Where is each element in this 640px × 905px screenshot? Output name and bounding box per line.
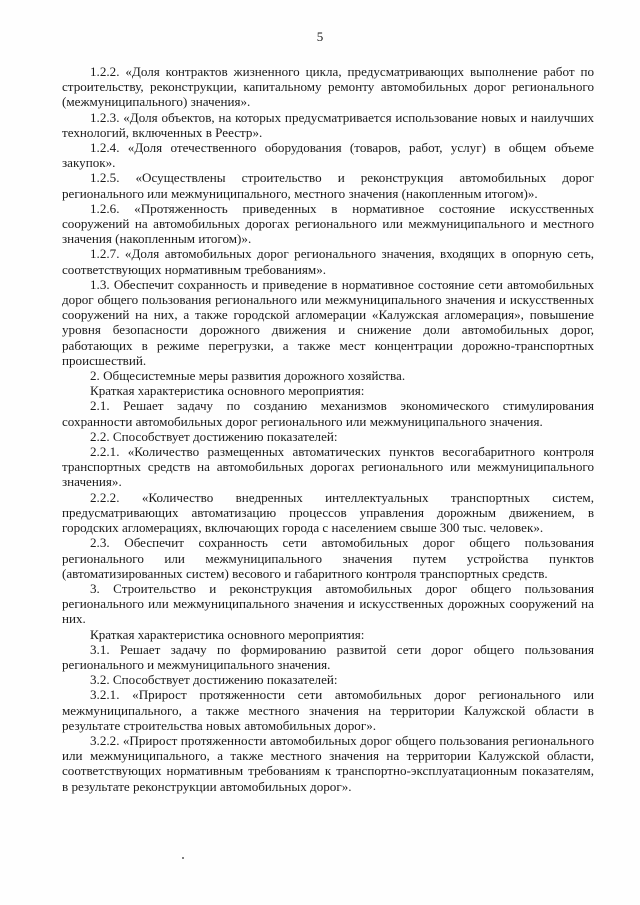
- paragraph-2-2-2: 2.2.2. «Количество внедренных интеллектуальных транспортных систем, предусматривающих автоматизацию процессов управления дорожным движением, в городских агломерациях, включающих города с населением свыше 300 тыс. человек».: [62, 489, 594, 536]
- paragraph-2-2-1: 2.2.1. «Количество размещенных автоматических пунктов весогабаритного контроля транспортных средств на автомобильных дорогах регионального или межмуниципального значения».: [62, 444, 594, 490]
- paragraph-3-2-1: 3.2.1. «Прирост протяженности сети автомобильных дорог регионального или межмуниципального, а также местного значения на территории Калужской области в результате строительства новых автомобильных дорог».: [62, 687, 594, 733]
- paragraph-1-2-2: 1.2.2. «Доля контрактов жизненного цикла, предусматривающих выполнение работ по строительству, реконструкции, капитальному ремонту автомобильных дорог регионального (межмуниципального) значения».: [62, 64, 594, 110]
- section-3-summary-label: Краткая характеристика основного мероприятия:: [90, 626, 365, 642]
- section-3-heading: 3. Строительство и реконструкция автомобильных дорог общего пользования регионального или межмуниципального значения и искусственных дорожных сооружений на них.: [62, 580, 594, 627]
- paragraph-2-3: 2.3. Обеспечит сохранность сети автомобильных дорог общего пользования регионального или межмуниципального значения путем устройства пунктов (автоматизированных систем) весового и габаритного контроля транспортных средств.: [62, 535, 594, 581]
- paragraph-1-2-5: 1.2.5. «Осуществлены строительство и реконструкция автомобильных дорог регионального или межмуниципального, местного значения (накопленным итогом)».: [62, 170, 594, 201]
- paragraph-3-2: 3.2. Способствует достижению показателей:: [90, 672, 338, 688]
- section-2-summary-label: Краткая характеристика основного мероприятия:: [90, 383, 365, 399]
- document-body: [62, 64, 594, 794]
- paragraph-3-1: 3.1. Решает задачу по формированию развитой сети дорог общего пользования регионального и межмуниципального значения.: [62, 641, 594, 672]
- paragraph-2-2: 2.2. Способствует достижению показателей:: [90, 428, 338, 444]
- paragraph-1-2-7: 1.2.7. «Доля автомобильных дорог регионального значения, входящих в опорную сеть, соответствующих нормативным требованиям».: [62, 246, 594, 277]
- paragraph-3-2-2: 3.2.2. «Прирост протяженности автомобильных дорог общего пользования регионального или межмуниципального, а также местного значения на территории Калужской области, соответствующих нормативным требованиям к транспортно-эксплуатационным показателям, в результате реконструкции автомобильных дорог».: [62, 732, 594, 794]
- section-2-heading: 2. Общесистемные меры развития дорожного хозяйства.: [90, 368, 406, 384]
- paragraph-1-2-3: 1.2.3. «Доля объектов, на которых предусматривается использование новых и наилучших технологий, включенных в Реестр».: [62, 109, 594, 140]
- paragraph-1-2-4: 1.2.4. «Доля отечественного оборудования (товаров, работ, услуг) в общем объеме закупок».: [62, 140, 594, 171]
- scan-speck: [182, 857, 184, 859]
- paragraph-1-3: 1.3. Обеспечит сохранность и приведение в нормативное состояние сети автомобильных дорог общего пользования регионального или межмуниципального значения и искусственных сооружений на них, а также городской агломерации «Калужская агломерация», повышение уровня безопасности дорожного движения и снижение доли автомобильных дорог, работающих в режиме перегрузки, а также мест концентрации дорожно-транспортных происшествий.: [62, 276, 594, 368]
- page-number: 5: [316, 29, 324, 44]
- paragraph-2-1: 2.1. Решает задачу по созданию механизмов экономического стимулирования сохранности автомобильных дорог регионального или межмуниципального значения.: [62, 398, 594, 429]
- paragraph-1-2-6: 1.2.6. «Протяженность приведенных в нормативное состояние искусственных сооружений на автомобильных дорогах регионального или межмуниципального и местного значения (накопленным итогом)».: [62, 200, 594, 247]
